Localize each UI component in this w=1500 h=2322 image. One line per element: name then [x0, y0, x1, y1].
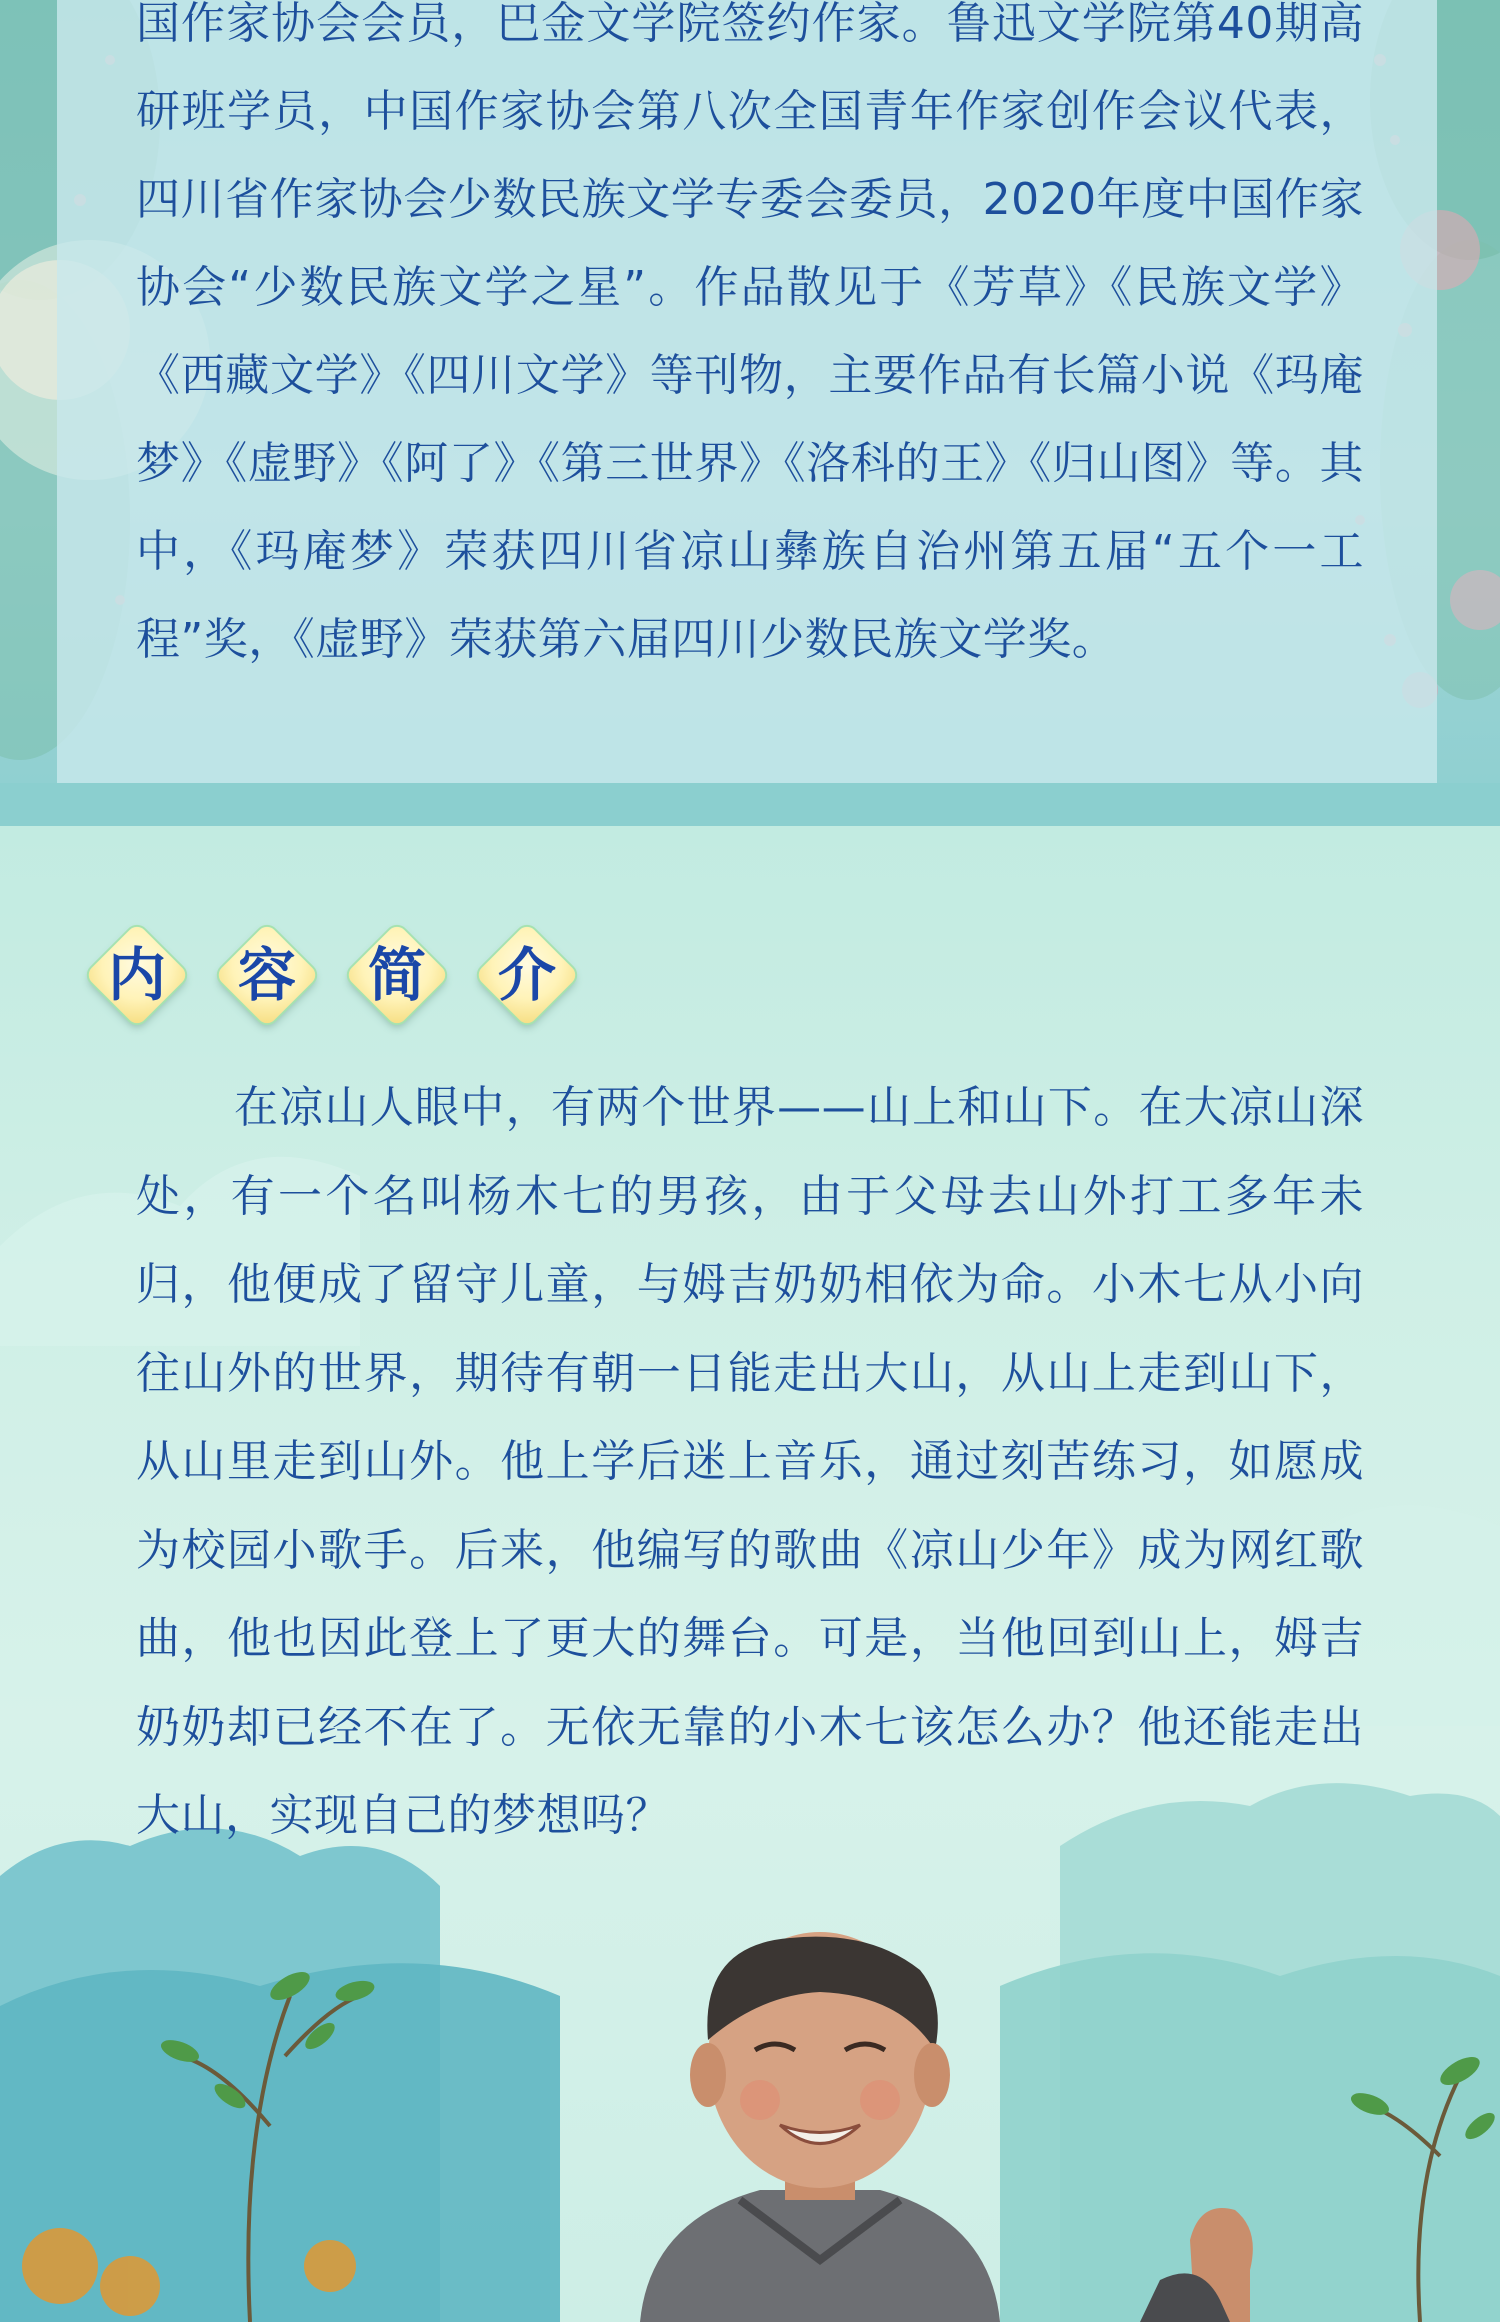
heading-char: 内 — [107, 941, 166, 1009]
heading-char: 容 — [237, 941, 296, 1009]
smiling-boy-illustration — [0, 1900, 1500, 2322]
summary-text: 在凉山人眼中，有两个世界——山上和山下。在大凉山深处，有一个名叫杨木七的男孩，由于父母去山外打工多年未归，他便成了留守儿童，与姆吉奶奶相依为命。小木七从小向往山外的世界，期待有朝一日能走出大山，从山上走到山下，从山里走到山外。他上学后迷上音乐，通过刻苦练习，如愿成为校园小歌手。后来，他编写的歌曲《凉山少年》成为网红歌曲，他也因此登上了更大的舞台。可是，当他回到山上，姆吉奶奶却已经不在了。无依无靠的小木七该怎么办？他还能走出大山，实现自己的梦想吗？ — [136, 1082, 1364, 1841]
heading-diamond-3 — [342, 920, 452, 1030]
summary-heading — [82, 920, 602, 1030]
author-bio-text: 国作家协会会员，巴金文学院签约作家。鲁迅文学院第40期高研班学员，中国作家协会第八次全国青年作家创作会议代表，四川省作家协会少数民族文学专委会委员，2020年度中国作家协会“少数民族文学之星”。作品散见于《芳草》《民族文学》《西藏文学》《四川文学》等刊物，主要作品有长篇小说《玛庵梦》《虚野》《阿了》《第三世界》《洛科的王》《归山图》等。其中，《玛庵梦》荣获四川省凉山彝族自治州第五届“五个一工程”奖，《虚野》荣获第六届四川少数民族文学奖。 — [136, 0, 1364, 665]
heading-char: 介 — [497, 941, 556, 1009]
heading-diamond-1 — [82, 920, 192, 1030]
heading-diamond-2 — [212, 920, 322, 1030]
heading-diamond-4 — [472, 920, 582, 1030]
heading-char: 简 — [367, 941, 426, 1009]
